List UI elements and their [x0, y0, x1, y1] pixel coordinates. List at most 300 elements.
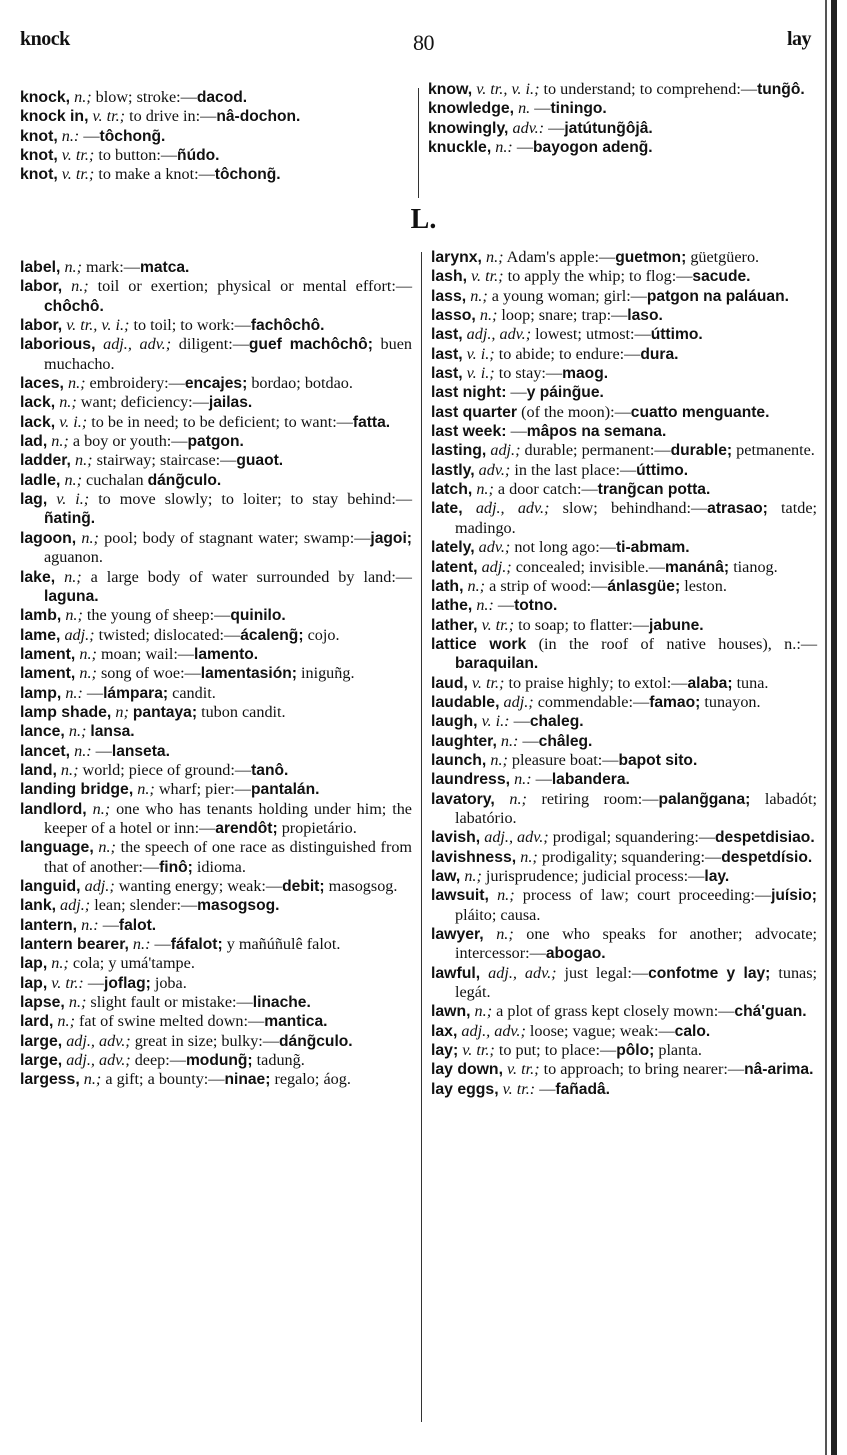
dictionary-entry	[431, 461, 817, 480]
entry-part-of-speech: n.;	[68, 993, 87, 1012]
entry-definition: concealed; invisible.—	[515, 557, 665, 576]
entry-equivalent: chá'guan.	[734, 1003, 807, 1021]
entry-definition: pleasure boat:—	[511, 750, 619, 769]
dictionary-entry	[431, 364, 817, 383]
entry-part-of-speech: n.;	[464, 867, 482, 885]
entry-equivalent: linache.	[252, 994, 311, 1012]
entry-headword: laud,	[431, 674, 468, 692]
entry-headword: laughter,	[431, 732, 497, 750]
entry-definition: —	[548, 118, 565, 137]
entry-part-of-speech: n.;	[497, 886, 515, 905]
entry-headword: last,	[431, 365, 463, 383]
entry-definition: —	[102, 915, 119, 934]
entry-definition: (of the moon):—	[521, 402, 631, 421]
entry-definition: pool; body of stagnant water; swamp:—	[104, 528, 371, 547]
entry-equivalent: guaot.	[236, 452, 284, 470]
dictionary-entry	[20, 993, 412, 1012]
entry-alternates: tunas; legát.	[455, 963, 818, 1002]
entry-part-of-speech: n.;	[79, 644, 97, 663]
entry-equivalent: laso.	[627, 307, 663, 325]
entry-definition: embroidery:—	[89, 374, 185, 393]
entry-part-of-speech: n.;	[92, 799, 111, 818]
dictionary-entry	[431, 287, 817, 306]
entry-alternates: buen muchacho.	[44, 335, 412, 373]
dictionary-entry	[20, 258, 412, 277]
entry-alternates: tunayon.	[700, 692, 761, 711]
entry-part-of-speech: n.;	[137, 780, 155, 799]
entry-headword: labor,	[20, 317, 63, 335]
main-right-column	[431, 248, 817, 1099]
entry-equivalent: chôchô.	[44, 297, 104, 315]
entry-alternates: güetgüero.	[686, 248, 760, 266]
entry-definition: a door catch:—	[497, 480, 598, 499]
entry-part-of-speech: v. tr.:	[51, 973, 84, 992]
entry-part-of-speech: adj.;	[64, 625, 95, 644]
entry-headword: lawyer,	[431, 926, 484, 944]
right-guide-word: lay	[786, 28, 811, 50]
entry-part-of-speech: adj.;	[84, 877, 115, 895]
entry-part-of-speech: n.;	[98, 838, 116, 857]
entry-equivalent: manánâ;	[665, 558, 730, 576]
entry-definition: lowest; utmost:—	[535, 325, 651, 344]
entry-equivalent: debit;	[282, 878, 325, 895]
entry-equivalent: baraquilan.	[455, 655, 539, 673]
entry-alternates: masogsog.	[324, 877, 398, 895]
entry-equivalent: fatta.	[352, 413, 391, 431]
entry-definition: —	[510, 383, 527, 402]
entry-headword: lap,	[20, 974, 48, 992]
entry-definition: not long ago:—	[514, 538, 616, 557]
entry-alternates: regalo; áog.	[270, 1070, 351, 1089]
dictionary-entry	[431, 306, 817, 325]
entry-definition: —	[510, 422, 527, 441]
entry-headword: laudable,	[431, 693, 500, 711]
entry-definition: twisted; dislocated:—	[98, 625, 241, 644]
entry-equivalent: falot.	[118, 916, 157, 934]
dictionary-entry	[431, 886, 817, 925]
entry-equivalent: guef machôchô;	[248, 336, 373, 354]
entry-equivalent: calo.	[674, 1022, 711, 1040]
entry-headword: lagoon,	[20, 529, 77, 547]
entry-definition: —	[497, 596, 515, 615]
entry-part-of-speech: n.;	[64, 258, 82, 276]
entry-part-of-speech: adj., adv.;	[475, 499, 550, 518]
entry-headword: knot,	[20, 166, 58, 184]
entry-definition: just legal:—	[564, 963, 649, 982]
entry-part-of-speech: v. i.;	[59, 412, 88, 431]
entry-equivalent: tôchong̃.	[214, 166, 281, 184]
entry-headword: lament,	[20, 645, 76, 663]
entry-equivalent: dacod.	[196, 89, 248, 106]
entry-equivalent: nâ-arima.	[744, 1061, 814, 1079]
dictionary-entry	[431, 790, 817, 829]
dictionary-entry	[20, 935, 412, 954]
entry-equivalent: tiningo.	[550, 100, 607, 118]
dictionary-entry	[431, 693, 817, 712]
entry-equivalent: lamentasión;	[200, 665, 297, 683]
entry-alternates: idioma.	[192, 857, 246, 876]
entry-equivalent: palang̃gana;	[658, 790, 751, 808]
dictionary-entry	[431, 577, 817, 596]
dictionary-entry	[20, 88, 408, 107]
dictionary-entry	[431, 635, 817, 674]
dictionary-entry	[20, 529, 412, 568]
entry-equivalent: ninae;	[224, 1071, 271, 1089]
entry-alternates: tadung̃.	[252, 1051, 305, 1070]
entry-equivalent: lamento.	[194, 645, 259, 663]
entry-alternates: iniguñg.	[296, 664, 355, 683]
entry-definition: to move slowly; to loiter; to stay behind:—	[98, 490, 413, 509]
entry-equivalent: bayogon adeng̃.	[533, 139, 653, 157]
left-guide-word: knock	[20, 28, 70, 50]
entry-definition: to stay:—	[498, 364, 563, 383]
entry-equivalent: masogsog.	[197, 897, 280, 915]
entry-headword: latent,	[431, 558, 478, 576]
entry-headword: know,	[428, 81, 473, 98]
entry-part-of-speech: v. tr.:	[502, 1079, 536, 1098]
entry-alternates: tubon candit.	[197, 702, 286, 721]
page-number: 80	[413, 30, 434, 55]
entry-equivalent: patgon na paláuan.	[646, 287, 789, 305]
entry-headword: lass,	[431, 287, 467, 305]
entry-headword: lack,	[20, 413, 56, 431]
dictionary-entry	[431, 499, 817, 538]
entry-equivalent: joflag;	[104, 974, 151, 992]
entry-definition: to understand; to comprehend:—	[543, 80, 758, 98]
entry-equivalent: quinilo.	[230, 607, 286, 625]
entry-headword: law,	[431, 868, 461, 885]
entry-part-of-speech: v. tr.;	[462, 1041, 495, 1060]
entry-alternates: planta.	[654, 1041, 702, 1060]
entry-headword: lash,	[431, 268, 467, 286]
entry-headword: lattice work	[431, 635, 527, 653]
entry-part-of-speech: n.:	[476, 596, 494, 615]
dictionary-entry	[20, 742, 412, 761]
entry-definition: mark:—	[86, 258, 140, 276]
entry-headword: lapse,	[20, 994, 65, 1012]
entry-part-of-speech: n.:	[65, 683, 83, 702]
entry-headword: knuckle,	[428, 139, 492, 157]
dictionary-entry	[20, 316, 412, 335]
dictionary-entry	[20, 761, 412, 780]
entry-part-of-speech: v. tr.;	[92, 107, 126, 126]
entry-headword: lance,	[20, 723, 65, 741]
entry-equivalent: ánlasgüe;	[607, 577, 681, 595]
dictionary-entry	[431, 674, 817, 693]
dictionary-entry	[20, 1051, 412, 1070]
entry-part-of-speech: n.;	[68, 722, 87, 741]
entry-headword: lavish,	[431, 829, 481, 847]
entry-headword: lard,	[20, 1013, 54, 1031]
dictionary-entry	[20, 684, 412, 703]
entry-part-of-speech: n.;	[479, 306, 498, 325]
top-left-column	[20, 88, 408, 185]
entry-definition: to put; to place:—	[498, 1041, 617, 1060]
entry-equivalent: dáng̃culo.	[279, 1032, 353, 1050]
entry-headword: lately,	[431, 539, 475, 557]
entry-headword: last,	[431, 326, 463, 344]
entry-part-of-speech: v. i.;	[56, 490, 90, 509]
entry-part-of-speech: adv.:	[512, 118, 545, 137]
entry-part-of-speech: n.;	[64, 567, 82, 586]
entry-definition: retiring room:—	[541, 789, 659, 808]
entry-headword: lathe,	[431, 597, 473, 615]
entry-part-of-speech: n.:	[74, 741, 92, 760]
dictionary-entry	[431, 964, 817, 1003]
entry-definition: to praise highly; to extol:—	[508, 673, 688, 692]
entry-equivalent: ñating̃.	[44, 510, 96, 528]
entry-definition: Adam's apple:—	[506, 248, 616, 266]
entry-part-of-speech: adj.;	[490, 441, 521, 460]
dictionary-entry	[20, 1012, 412, 1031]
entry-definition: in the last place:—	[514, 460, 637, 479]
entry-headword: lake,	[20, 568, 56, 586]
entry-headword: lap,	[20, 955, 48, 973]
entry-definition: moan; wail:—	[100, 644, 194, 663]
entry-headword: lantern bearer,	[20, 936, 129, 954]
dictionary-entry	[431, 596, 817, 615]
entry-definition: a young woman; girl:—	[491, 286, 647, 305]
dictionary-entry	[431, 558, 817, 577]
top-column-divider	[418, 88, 419, 198]
entry-headword: large,	[20, 1052, 63, 1070]
dictionary-entry	[428, 99, 813, 118]
dictionary-entry	[20, 374, 412, 393]
entry-alternates: candit.	[168, 683, 216, 702]
entry-definition: (in the roof of native houses), n.:—	[538, 634, 818, 653]
entry-headword: last quarter	[431, 403, 518, 421]
entry-equivalent: famao;	[649, 693, 701, 711]
entry-part-of-speech: n.;	[79, 664, 97, 683]
entry-definition: cuchalan	[86, 470, 148, 489]
entry-part-of-speech: n.;	[65, 606, 83, 625]
entry-part-of-speech: n.;	[67, 374, 86, 393]
dictionary-entry	[431, 867, 817, 886]
entry-definition: jurisprudence; judicial process:—	[485, 867, 705, 885]
main-column-divider	[421, 252, 422, 1422]
entry-part-of-speech: adj., adv.;	[103, 335, 172, 354]
entry-definition: to approach; to bring nearer:—	[543, 1060, 745, 1079]
entry-headword: label,	[20, 259, 61, 276]
entry-headword: language,	[20, 839, 94, 857]
entry-equivalent: tanô.	[251, 761, 289, 779]
entry-definition: wharf; pier:—	[158, 780, 251, 799]
entry-definition: to make a knot:—	[98, 165, 215, 184]
entry-part-of-speech: n.;	[509, 789, 527, 808]
entry-equivalent: fachôchô.	[250, 317, 325, 335]
entry-equivalent: lanseta.	[111, 742, 170, 760]
dictionary-entry	[431, 345, 817, 364]
main-left-column	[20, 258, 412, 1090]
entry-equivalent: ácaleng̃;	[240, 626, 304, 644]
entry-headword: lancet,	[20, 742, 71, 760]
entry-equivalent: pantaya;	[132, 703, 198, 721]
entry-part-of-speech: n.;	[51, 954, 69, 973]
dictionary-entry	[431, 1060, 817, 1079]
entry-equivalent: dura.	[640, 345, 679, 363]
entry-definition: —	[534, 99, 551, 118]
entry-equivalent: fañadâ.	[555, 1080, 610, 1098]
entry-part-of-speech: n.;	[520, 847, 538, 866]
entry-part-of-speech: adj., adv.;	[66, 1031, 131, 1050]
entry-definition: prodigality; squandering:—	[541, 847, 722, 866]
entry-equivalent: laguna.	[44, 587, 99, 605]
dictionary-entry	[20, 490, 412, 529]
entry-equivalent: confotme y lay;	[648, 964, 771, 982]
dictionary-entry	[20, 393, 412, 412]
entry-definition: —	[83, 126, 100, 145]
entry-definition: prodigal; squandering:—	[552, 828, 716, 847]
entry-equivalent: pantalán.	[251, 781, 320, 799]
entry-part-of-speech: n.;	[74, 88, 92, 106]
entry-headword: last night:	[431, 384, 507, 402]
entry-part-of-speech: n.;	[490, 750, 508, 769]
entry-headword: knowingly,	[428, 119, 509, 137]
entry-equivalent: atrasao;	[707, 500, 768, 518]
dictionary-entry	[20, 277, 412, 316]
dictionary-entry	[20, 974, 412, 993]
entry-headword: lay;	[431, 1042, 459, 1060]
entry-definition: commendable:—	[537, 692, 650, 711]
dictionary-entry	[431, 1002, 817, 1021]
entry-equivalent: despetdísio.	[721, 848, 813, 866]
entry-part-of-speech: v. tr.;	[507, 1060, 540, 1079]
dictionary-entry	[431, 770, 817, 789]
entry-equivalent: arendôt;	[215, 819, 278, 837]
entry-alternates: labadót; labatório.	[455, 789, 818, 827]
entry-part-of-speech: adj.;	[481, 557, 512, 576]
dictionary-entry	[431, 480, 817, 499]
entry-headword: land,	[20, 761, 57, 779]
entry-definition: blow; stroke:—	[95, 88, 197, 106]
entry-headword: last,	[431, 345, 463, 363]
dictionary-entry	[431, 732, 817, 751]
entry-definition: —	[516, 138, 534, 157]
dictionary-entry	[431, 712, 817, 731]
entry-part-of-speech: n.;	[81, 528, 99, 547]
dictionary-entry	[20, 626, 412, 645]
entry-part-of-speech: n.;	[51, 432, 69, 451]
entry-headword: largess,	[20, 1071, 80, 1089]
entry-part-of-speech: adj., adv.;	[466, 325, 532, 344]
entry-headword: lame,	[20, 626, 61, 644]
entry-alternates: bordao; botdao.	[247, 374, 353, 393]
dictionary-entry	[20, 877, 412, 896]
entry-equivalent: mantica.	[264, 1013, 328, 1031]
entry-part-of-speech: n.;	[496, 925, 514, 944]
entry-headword: late,	[431, 500, 463, 518]
entry-part-of-speech: n.:	[495, 138, 513, 157]
entry-definition: —	[87, 973, 105, 992]
entry-headword: knot,	[20, 147, 58, 165]
entry-headword: knowledge,	[428, 100, 515, 118]
entry-part-of-speech: n.:	[132, 935, 151, 954]
entry-part-of-speech: v. tr.;	[471, 267, 504, 286]
entry-equivalent: ñúdo.	[177, 147, 220, 165]
dictionary-entry	[431, 248, 817, 267]
dictionary-entry	[431, 441, 817, 460]
entry-equivalent: jatútung̃ôjâ.	[564, 119, 653, 137]
entry-equivalent: úttimo.	[650, 326, 703, 344]
entry-headword: laborious,	[20, 336, 96, 354]
dictionary-entry	[431, 828, 817, 847]
entry-definition: to button:—	[98, 146, 178, 165]
entry-headword: lank,	[20, 897, 56, 915]
entry-definition: diligent:—	[178, 335, 249, 354]
entry-part-of-speech: v. tr., v. i.;	[476, 80, 540, 98]
entry-headword: large,	[20, 1032, 63, 1050]
dictionary-entry	[431, 267, 817, 286]
entry-equivalent: totno.	[514, 597, 558, 615]
entry-alternates: tatde; madingo.	[455, 499, 817, 537]
entry-definition: one who speaks for another; advocate; intercessor:—	[455, 925, 818, 963]
entry-headword: laces,	[20, 375, 64, 393]
entry-headword: lawn,	[431, 1003, 471, 1021]
entry-equivalent: bapot sito.	[618, 751, 698, 769]
dictionary-entry	[431, 1041, 817, 1060]
entry-definition: toil or exertion; physical or mental effort:—	[97, 277, 413, 296]
entry-headword: launch,	[431, 751, 487, 769]
entry-definition: —	[86, 683, 104, 702]
dictionary-entry	[20, 107, 408, 126]
entry-equivalent: jabune.	[648, 616, 704, 634]
entry-part-of-speech: adv.;	[478, 538, 511, 557]
entry-part-of-speech: n.;	[71, 277, 89, 296]
dictionary-entry	[431, 383, 817, 402]
entry-headword: languid,	[20, 878, 81, 895]
dictionary-entry	[20, 165, 408, 184]
entry-headword: lament,	[20, 665, 76, 683]
entry-headword: lath,	[431, 577, 464, 595]
entry-part-of-speech: adj., adv.;	[66, 1051, 131, 1070]
entry-part-of-speech: adj., adv.;	[488, 963, 557, 982]
entry-headword: knock,	[20, 89, 71, 106]
dictionary-entry	[431, 403, 817, 422]
entry-part-of-speech: adj.;	[503, 692, 534, 711]
entry-headword: lay eggs,	[431, 1080, 499, 1098]
dictionary-entry	[20, 471, 412, 490]
entry-part-of-speech: v. tr.;	[61, 146, 95, 165]
entry-headword: latch,	[431, 481, 473, 499]
entry-part-of-speech: v. tr.;	[481, 615, 515, 634]
entry-equivalent: pôlo;	[616, 1042, 655, 1060]
dictionary-entry	[20, 413, 412, 432]
entry-definition: durable; permanent:—	[524, 441, 671, 460]
entry-definition: to be in need; to be deficient; to want:—	[91, 412, 353, 431]
entry-part-of-speech: n.;	[60, 760, 79, 779]
entry-part-of-speech: v. tr.;	[61, 165, 95, 184]
entry-headword: lamp shade,	[20, 703, 112, 721]
entry-headword: lad,	[20, 433, 48, 451]
entry-alternates: leston.	[680, 576, 727, 595]
dictionary-entry	[431, 422, 817, 441]
entry-equivalent: ti-abmam.	[615, 539, 690, 557]
entry-definition: world; piece of ground:—	[82, 760, 252, 779]
entry-part-of-speech: n.:	[500, 731, 519, 750]
entry-definition: a large body of water surrounded by land:—	[90, 567, 412, 586]
entry-part-of-speech: n.;	[474, 1002, 493, 1021]
entry-definition: to abide; to endure:—	[498, 344, 641, 363]
entry-part-of-speech: n.;	[74, 451, 93, 470]
dictionary-entry	[20, 432, 412, 451]
entry-headword: lavishness,	[431, 848, 517, 866]
entry-headword: lag,	[20, 491, 48, 509]
entry-alternates: aguanon.	[44, 548, 103, 567]
entry-part-of-speech: n.;	[476, 480, 494, 499]
dictionary-entry	[20, 780, 412, 799]
entry-headword: lawful,	[431, 964, 481, 982]
entry-equivalent: jagoi;	[370, 529, 412, 547]
